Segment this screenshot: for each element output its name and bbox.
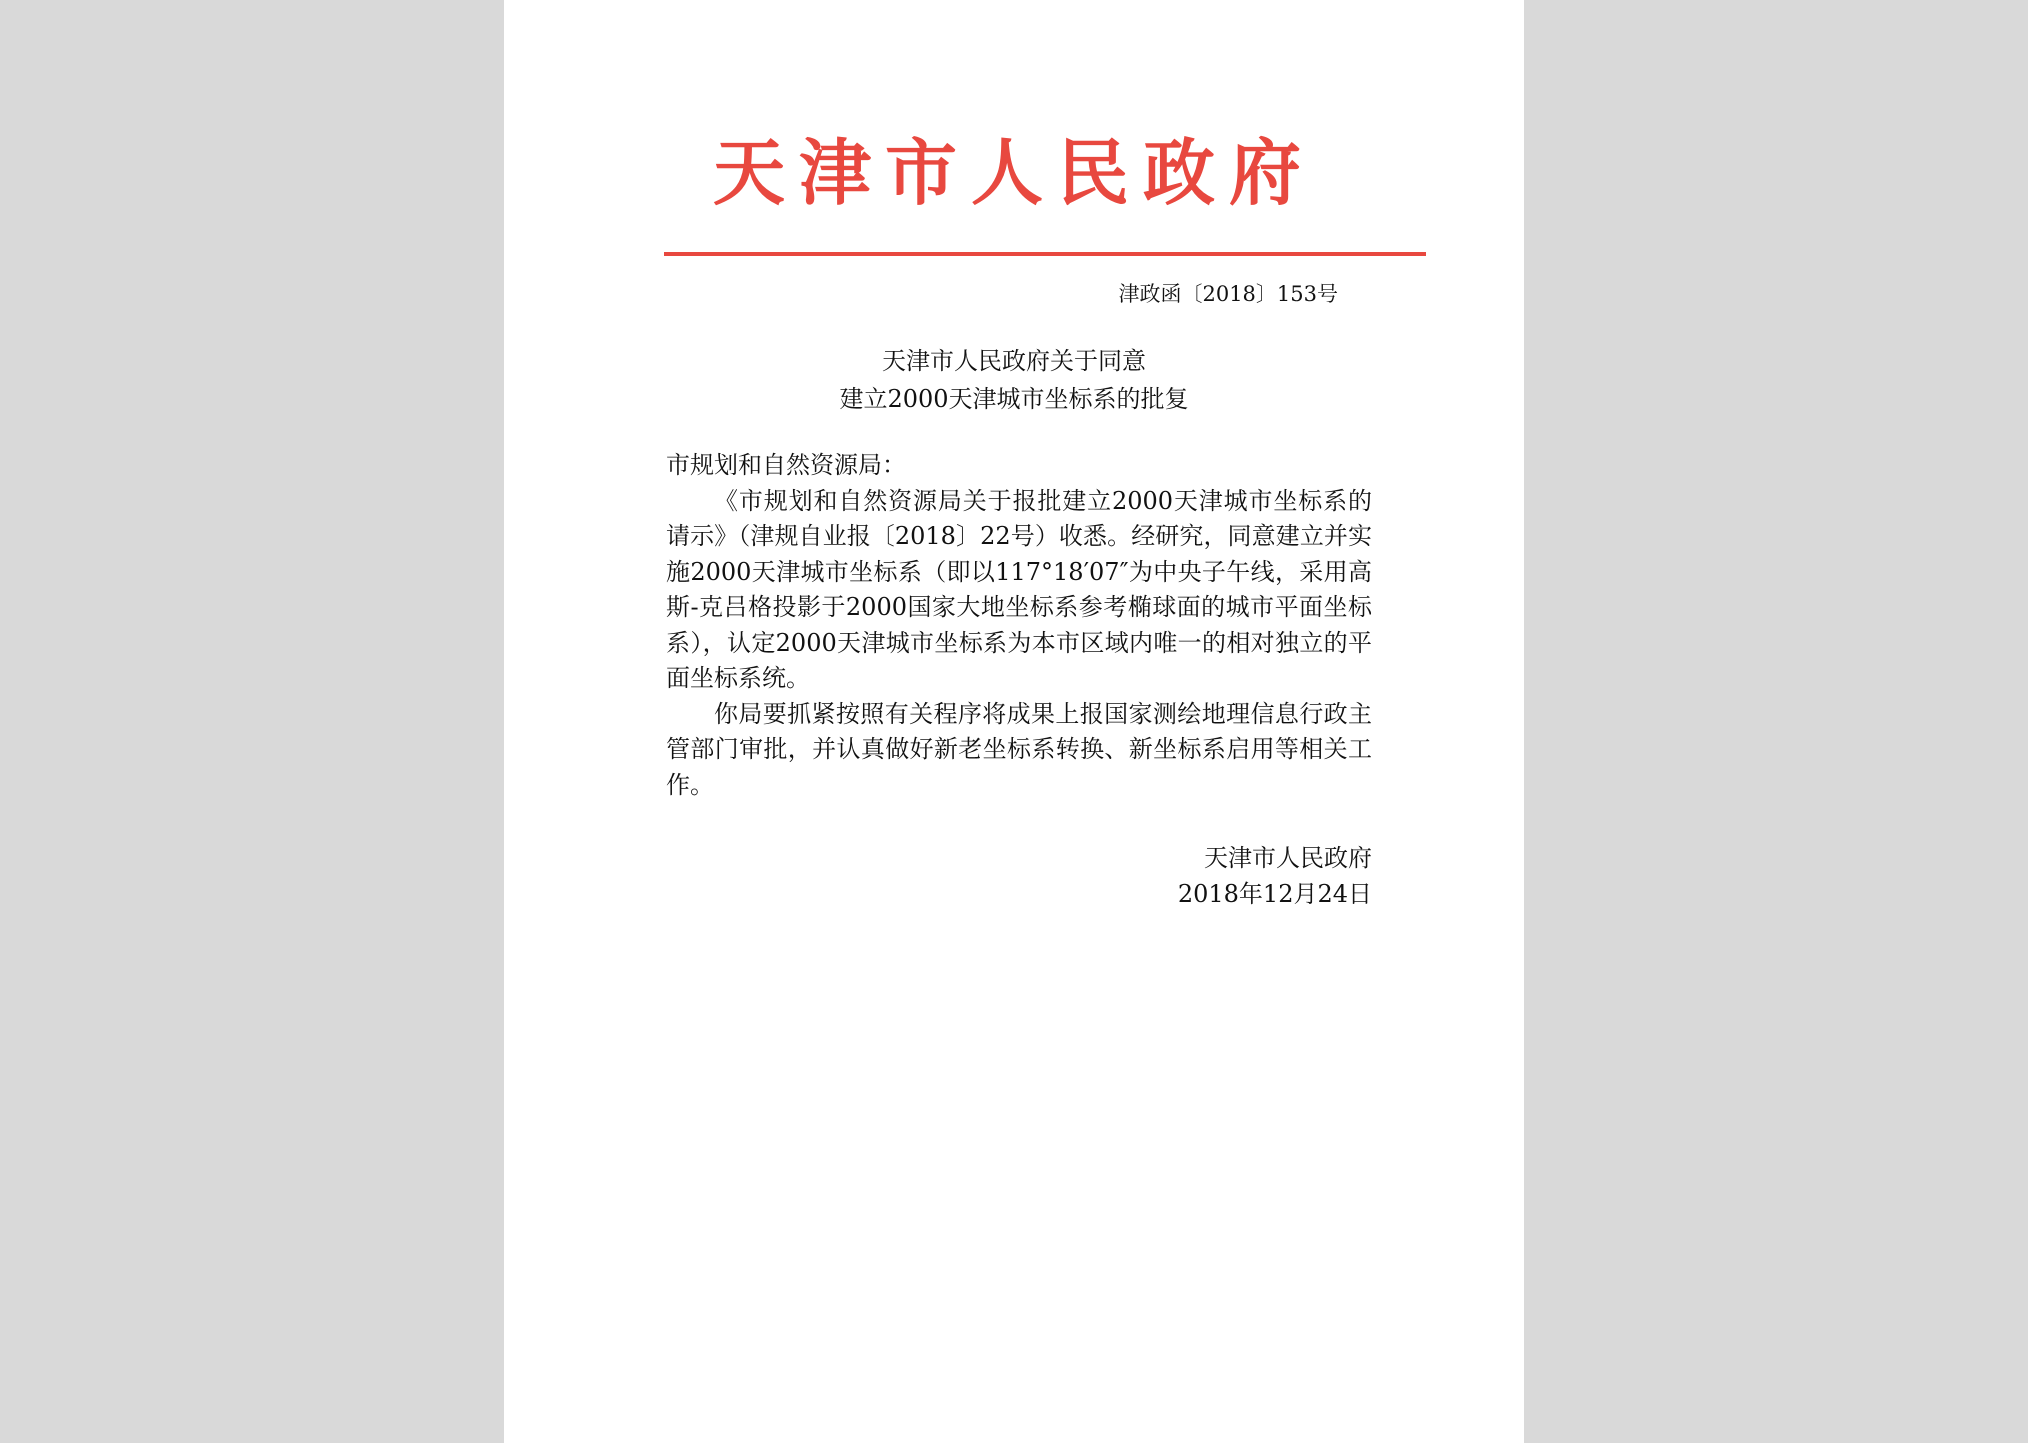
signature-block	[1178, 840, 1372, 912]
addressee: 市规划和自然资源局：	[666, 451, 906, 479]
red-header-rule	[664, 252, 1426, 256]
signature-date: 2018年12月24日	[1177, 880, 1372, 908]
issuer-header: 天津市人民政府	[712, 131, 1315, 215]
title-line-2: 建立2000天津城市坐标系的批复	[839, 385, 1189, 413]
document-number: 津政函〔2018〕153号	[1118, 282, 1338, 306]
signature-org: 天津市人民政府	[1204, 844, 1372, 872]
body-paragraph-1: 《市规划和自然资源局关于报批建立2000天津城市坐标系的请示》（津规自业报〔2018〕22号）收悉。经研究，同意建立并实施2000天津城市坐标系（即以117°18′07″为中央子午线，采用高斯-克吕格投影于2000国家大地坐标系参考椭球面的城市平面坐标系），认定2000天津城市坐标系为本市区域内唯一的相对独立的平面坐标系统。	[666, 486, 1372, 692]
document-page	[504, 0, 1524, 1443]
document-title	[504, 342, 1524, 418]
document-body	[666, 448, 1372, 803]
body-paragraph-2: 你局要抓紧按照有关程序将成果上报国家测绘地理信息行政主管部门审批，并认真做好新老坐标系转换、新坐标系启用等相关工作。	[666, 699, 1372, 799]
title-line-1: 天津市人民政府关于同意	[882, 347, 1146, 375]
